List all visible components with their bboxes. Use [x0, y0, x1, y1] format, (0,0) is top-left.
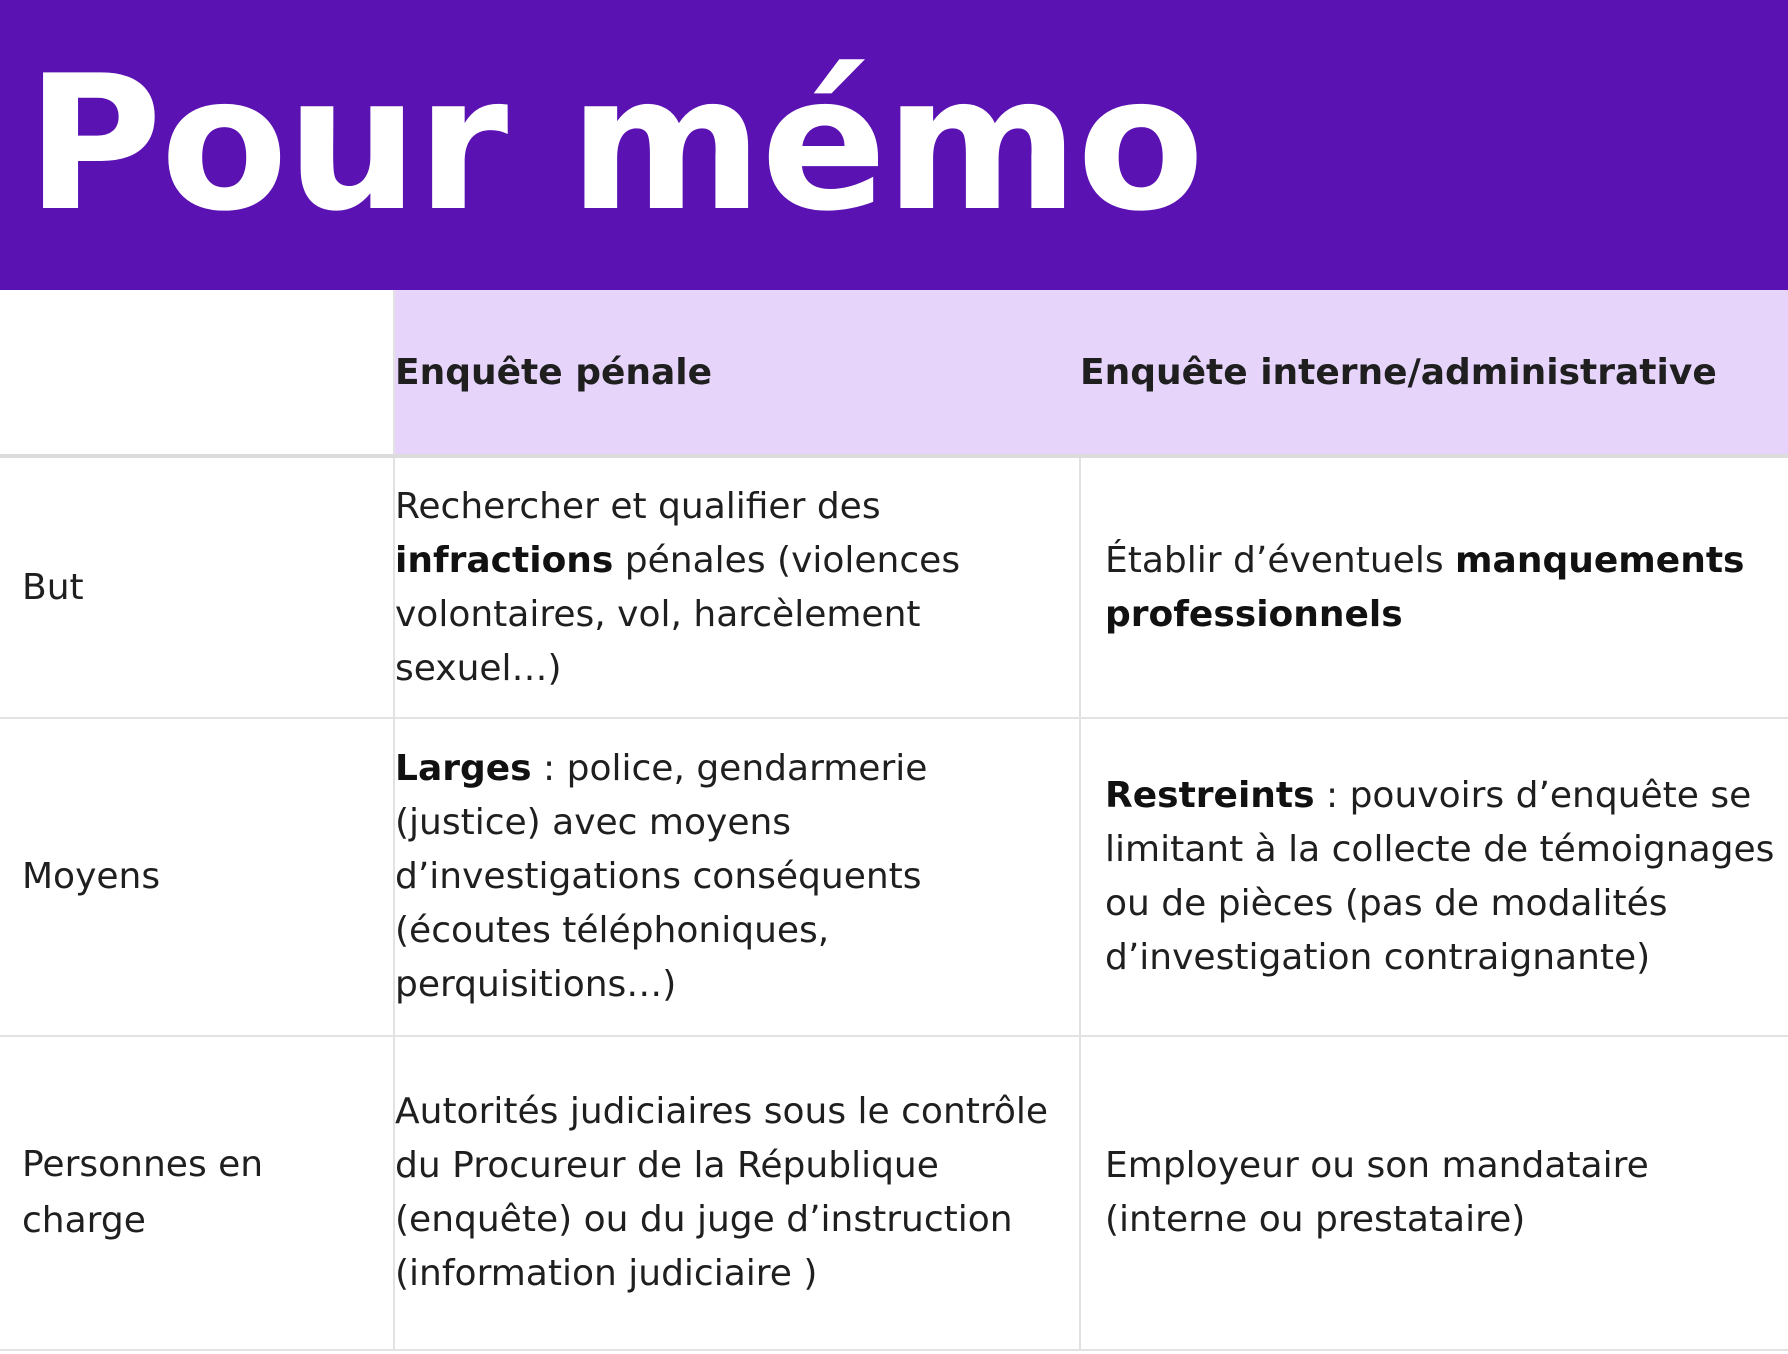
header-corner-cell — [0, 290, 394, 456]
row-label-personnes: Personnes en charge — [0, 1036, 394, 1350]
comparison-table — [0, 290, 1788, 1351]
page-title: Pour mémo — [26, 35, 1203, 252]
cell-personnes-penale: Autorités judiciaires sous le contrôle du Procureur de la République (enquête) ou du juge d’instruction (information judiciaire ) — [394, 1036, 1080, 1350]
cell-text: : pouvoirs d’enquête se limitant à la collecte de témoignages ou de pièces (pas de modalités d’investigation contraignante) — [1105, 775, 1775, 978]
cell-text: Établir d’éventuels — [1105, 539, 1456, 581]
table-row-but — [0, 456, 1788, 718]
table-row-personnes — [0, 1036, 1788, 1350]
cell-bold-text: manquements professionnels — [1105, 539, 1745, 635]
row-label-moyens: Moyens — [0, 718, 394, 1036]
table-row-moyens — [0, 718, 1788, 1036]
cell-but-penale — [394, 456, 1080, 718]
header-enquete-interne: Enquête interne/administrative — [1080, 290, 1788, 456]
row-label-but: But — [0, 456, 394, 718]
cell-moyens-interne — [1080, 718, 1788, 1036]
cell-text: Rechercher et qualifier des — [395, 485, 881, 527]
cell-but-interne — [1080, 456, 1788, 718]
table-header-row — [0, 290, 1788, 456]
cell-text: pénales (violences volontaires, vol, harcèlement sexuel…) — [395, 539, 961, 689]
cell-moyens-penale — [394, 718, 1080, 1036]
cell-bold-text: Restreints — [1105, 775, 1315, 816]
title-banner — [0, 0, 1788, 290]
header-enquete-penale: Enquête pénale — [394, 290, 1080, 456]
cell-personnes-interne: Employeur ou son mandataire (interne ou prestataire) — [1080, 1036, 1788, 1350]
cell-text: : police, gendarmerie (justice) avec moyens d’investigations conséquents (écoutes téléphoniques, perquisitions…) — [395, 748, 928, 1005]
cell-bold-text: Larges — [395, 748, 532, 789]
cell-bold-text: infractions — [395, 539, 614, 581]
